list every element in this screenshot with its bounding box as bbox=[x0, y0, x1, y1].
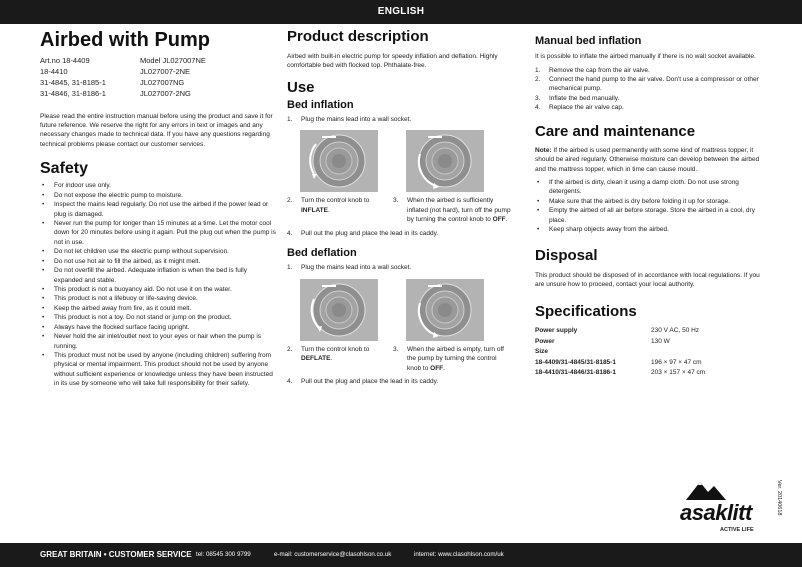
model-no: JL027007-2NE bbox=[140, 66, 191, 76]
table-row: Size bbox=[535, 348, 549, 356]
knob-inflate-image bbox=[300, 130, 378, 192]
list-item: • Keep the airbed away from fire, as it could melt. bbox=[40, 304, 276, 313]
list-item: 1. Remove the cap from the air valve. bbox=[535, 66, 650, 74]
knob-off-image bbox=[406, 279, 484, 341]
inflation-steps-2-3 bbox=[287, 196, 512, 224]
inflation-step-2: 2. Turn the control knob to INFLATE. bbox=[287, 197, 370, 214]
table-row: 18-4410/31-4846/31-8186-1 203 × 157 × 47 cm bbox=[535, 368, 706, 376]
footer-phone: tel: 08545 300 9799 bbox=[196, 551, 251, 558]
use-heading: Use bbox=[287, 78, 315, 96]
list-item: 3. Inflate the bed manually. bbox=[535, 94, 620, 102]
care-note: Note: If the airbed is used permanently with some kind of mattress topper, it should be aired regularly. Otherwise moisture can develop between the airbed and the mattress topper, which in time can cause mould. bbox=[535, 146, 760, 173]
inflation-step-4: 4. Pull out the plug and place the lead in its caddy. bbox=[287, 229, 439, 237]
list-item: • This product is not a buoyancy aid. Do not use it on the water. bbox=[40, 285, 276, 294]
product-title: Airbed with Pump bbox=[40, 29, 210, 51]
mountain-icon bbox=[686, 478, 726, 500]
version-label: Ver. 20140618 bbox=[776, 480, 782, 516]
footer-email: e-mail: customerservice@clasohlson.co.uk bbox=[274, 551, 392, 558]
list-item: • Make sure that the airbed is dry before folding it up for storage. bbox=[535, 197, 765, 206]
footer-website: internet: www.clasohlson.com/uk bbox=[414, 551, 504, 558]
deflation-steps-2-3 bbox=[287, 345, 512, 373]
footer-bar bbox=[0, 543, 802, 567]
bed-inflation-heading: Bed inflation bbox=[287, 98, 354, 111]
product-description-text: Airbed with built-in electric pump for speedy inflation and deflation. Highly comfortable bed with flocked top. Phthalate-free. bbox=[287, 53, 498, 70]
list-item: • Never hold the air inlet/outlet next to your eyes or hair when the pump is running. bbox=[40, 332, 276, 351]
inflation-step-3: 3. When the airbed is sufficiently inflated (not hard), turn off the pump by turning the control knob to OFF. bbox=[393, 197, 511, 224]
brand-tagline: ACTIVE LIFE bbox=[720, 527, 754, 533]
model-no: Model JL027007NE bbox=[140, 56, 206, 65]
intro-text: Please read the entire instruction manual before using the product and save it for future reference. We reserve the right for any errors in text or images and any necessary changes made to technical data. If you have any questions regarding technical problems please contact our customer services. bbox=[40, 112, 273, 148]
table-row: 18-4409/31-4845/31-8185-1 196 × 97 × 47 cm bbox=[535, 358, 702, 366]
right-column bbox=[535, 28, 765, 378]
list-item: • Inspect the mains lead regularly. Do not use the airbed if the power lead or plug is damaged. bbox=[40, 200, 276, 219]
safety-heading: Safety bbox=[40, 160, 89, 178]
specifications-table bbox=[535, 326, 705, 378]
manual-steps bbox=[535, 66, 765, 113]
deflation-step-3: 3. When the airbed is empty, turn off the pump by turning the control knob to OFF. bbox=[393, 345, 504, 372]
left-column bbox=[40, 28, 276, 389]
table-row: Power supply 230 V AC, 50 Hz bbox=[535, 327, 700, 335]
bed-deflation-heading: Bed deflation bbox=[287, 247, 357, 260]
specifications-heading: Specifications bbox=[535, 303, 637, 321]
inflation-illustrations bbox=[300, 130, 512, 192]
list-item: • Do not use hot air to fill the airbed, as it might melt. bbox=[40, 257, 276, 266]
list-item: • Never run the pump for longer than 15 minutes at a time. Let the motor cool down for 20 minutes before using it again. Pull the plug out when the pump is not in use. bbox=[40, 219, 276, 247]
care-heading: Care and maintenance bbox=[535, 122, 696, 140]
art-no: 18-4410 bbox=[40, 66, 68, 76]
model-no: JL027007-2NG bbox=[140, 88, 191, 98]
list-item: • Keep sharp objects away from the airbed. bbox=[535, 225, 765, 234]
language-label: ENGLISH bbox=[377, 6, 425, 17]
list-item: • If the airbed is dirty, clean it using a damp cloth. Do not use strong detergents. bbox=[535, 178, 765, 197]
deflation-step-2: 2. Turn the control knob to DEFLATE. bbox=[287, 345, 370, 363]
manual-inflation-heading: Manual bed inflation bbox=[535, 35, 642, 47]
footer-customer-service: GREAT BRITAIN • CUSTOMER SERVICE bbox=[40, 550, 192, 559]
list-item: • Empty the airbed of all air before storage. Store the airbed in a cool, dry place. bbox=[535, 206, 765, 225]
list-item: • Do not expose the electric pump to moisture. bbox=[40, 191, 276, 200]
manual-inflation-text: It is possible to inflate the airbed manually if there is no wall socket available. bbox=[535, 53, 756, 61]
disposal-heading: Disposal bbox=[535, 246, 598, 264]
list-item: 4. Replace the air valve cap. bbox=[535, 104, 624, 112]
list-item: • This product is not a lifebuoy or life-saving device. bbox=[40, 294, 276, 303]
table-row: Power 130 W bbox=[535, 337, 670, 345]
list-item: • Do not overfill the airbed. Adequate inflation is when the bed is fully expanded and stable. bbox=[40, 266, 276, 285]
deflation-step-4: 4. Pull out the plug and place the lead in its caddy. bbox=[287, 378, 439, 386]
list-item: 2. Connect the hand pump to the air valve. Don't use a compressor or other mechanical pump. bbox=[535, 76, 759, 93]
disposal-text: This product should be disposed of in accordance with local regulations. If you are unsure how to proceed, contact your local authority. bbox=[535, 271, 760, 288]
safety-list bbox=[40, 181, 276, 388]
inflation-step-1: 1. Plug the mains lead into a wall socket. bbox=[287, 116, 412, 124]
middle-column bbox=[287, 28, 512, 386]
list-item: • Always have the flocked surface facing upright. bbox=[40, 323, 276, 332]
list-item: • Do not let children use the electric pump without supervision. bbox=[40, 247, 276, 256]
knob-deflate-image bbox=[300, 279, 378, 341]
brand-name: asaklitt bbox=[680, 500, 752, 525]
list-item: • This product must not be used by anyone (including children) suffering from physical or mental impairment. This product should not be used by anyone without sufficient experience or knowledge unless they have been instructed in its use by someone who will take full responsibility for their safety. bbox=[40, 351, 276, 389]
art-no: 31-4846, 31-8186-1 bbox=[40, 88, 106, 98]
deflation-step-1: 1. Plug the mains lead into a wall socket. bbox=[287, 264, 412, 272]
knob-off-image bbox=[406, 130, 484, 192]
list-item: • For indoor use only. bbox=[40, 181, 276, 190]
deflation-illustrations bbox=[300, 279, 512, 341]
article-numbers bbox=[40, 56, 276, 100]
model-no: JL027007NG bbox=[140, 77, 185, 87]
top-banner bbox=[0, 0, 802, 24]
art-no: Art.no 18-4409 bbox=[40, 56, 90, 65]
list-item: • This product is not a toy. Do not stand or jump on the product. bbox=[40, 313, 276, 322]
product-description-heading: Product description bbox=[287, 28, 429, 45]
art-no: 31-4845, 31-8185-1 bbox=[40, 77, 106, 87]
care-list bbox=[535, 178, 765, 235]
